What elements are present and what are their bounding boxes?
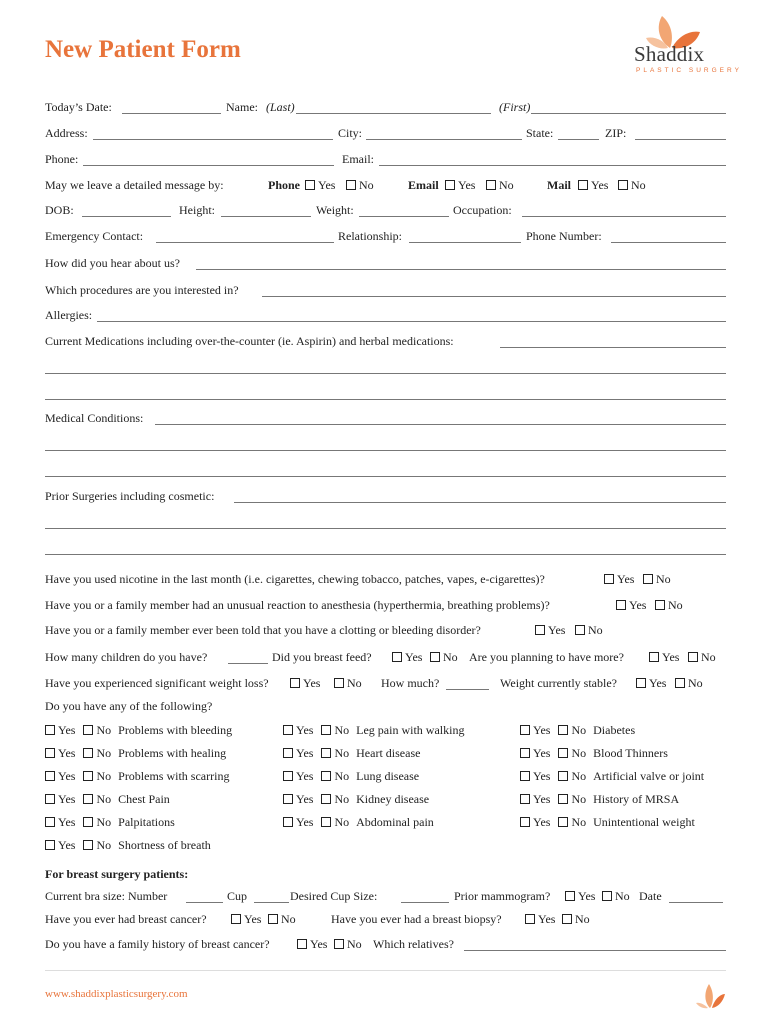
weightloss-no-checkbox[interactable]: No [334, 676, 362, 691]
emergency-phone-field[interactable] [611, 242, 726, 243]
logo-wordmark: Shaddix [634, 42, 705, 66]
condition-item [520, 723, 635, 738]
state-field[interactable] [558, 139, 599, 140]
condition-item [283, 723, 464, 738]
condition-item [283, 769, 419, 784]
condition-label: Kidney disease [356, 792, 430, 806]
condition-no-checkbox[interactable]: No [321, 723, 349, 737]
weightloss-yes-checkbox[interactable]: Yes [290, 676, 320, 691]
first-name-field[interactable] [531, 113, 726, 114]
row-dob: DOB: Height: Weight: Occupation: [45, 203, 726, 221]
email-field[interactable] [379, 165, 726, 166]
city-field[interactable] [366, 139, 522, 140]
condition-yes-checkbox[interactable]: Yes [520, 815, 550, 829]
condition-item [520, 769, 704, 784]
row-surgeries: Prior Surgeries including cosmetic: [45, 489, 726, 507]
condition-yes-checkbox[interactable]: Yes [283, 815, 313, 829]
email-no-checkbox[interactable]: No [486, 178, 514, 193]
condition-label: History of MRSA [593, 792, 680, 806]
address-field[interactable] [93, 139, 333, 140]
condition-no-checkbox[interactable]: No [83, 792, 111, 806]
condition-yes-checkbox[interactable]: Yes [283, 769, 313, 783]
condition-yes-checkbox[interactable]: Yes [520, 746, 550, 760]
phone-yes-checkbox[interactable]: Yes [305, 178, 335, 193]
condition-label: Blood Thinners [593, 746, 668, 760]
family-history-no-checkbox[interactable]: No [334, 937, 362, 952]
condition-no-checkbox[interactable]: No [321, 815, 349, 829]
last-name-field[interactable] [296, 113, 491, 114]
breast-section-header: For breast surgery patients: [45, 867, 189, 881]
condition-label: Diabetes [593, 723, 636, 737]
email-yes-checkbox[interactable]: Yes [445, 178, 475, 193]
row-allergies: Allergies: [45, 308, 726, 326]
more-children-yes-checkbox[interactable]: Yes [649, 650, 679, 665]
prior-surgeries-field[interactable] [234, 502, 726, 503]
condition-no-checkbox[interactable]: No [83, 723, 111, 737]
biopsy-no-checkbox[interactable]: No [562, 912, 590, 927]
row-nicotine: Have you used nicotine in the last month (i.e. cigarettes, chewing tobacco, patches, vapes, e-cigarettes)? Yes No [45, 572, 671, 586]
children-count-field[interactable] [228, 663, 268, 664]
condition-label: Heart disease [356, 746, 421, 760]
condition-yes-checkbox[interactable]: Yes [45, 792, 75, 806]
condition-item [520, 815, 695, 830]
condition-yes-checkbox[interactable]: Yes [45, 769, 75, 783]
breastfeed-no-checkbox[interactable]: No [430, 650, 458, 665]
height-field[interactable] [221, 216, 311, 217]
condition-yes-checkbox[interactable]: Yes [283, 723, 313, 737]
row-clotting: Have you or a family member ever been told that you have a clotting or bleeding disorder? Yes No [45, 623, 603, 637]
row-family-history: Do you have a family history of breast cancer? Yes No Which relatives? [45, 937, 726, 955]
procedures-field[interactable] [262, 296, 726, 297]
medical-conditions-field[interactable] [155, 424, 726, 425]
row-children: How many children do you have? Did you breast feed? Yes No Are you planning to have more? Yes No [45, 650, 716, 664]
surgeries-line-2[interactable] [45, 528, 726, 529]
phone-no-checkbox[interactable]: No [346, 178, 374, 193]
condition-item [283, 746, 420, 761]
condition-yes-checkbox[interactable]: Yes [283, 746, 313, 760]
mammogram-date-field[interactable] [669, 902, 723, 903]
condition-yes-checkbox[interactable]: Yes [520, 723, 550, 737]
condition-no-checkbox[interactable]: No [558, 723, 586, 737]
condition-item [45, 792, 170, 807]
condition-item [520, 746, 668, 761]
condition-no-checkbox[interactable]: No [321, 792, 349, 806]
condition-no-checkbox[interactable]: No [83, 769, 111, 783]
more-children-no-checkbox[interactable]: No [688, 650, 716, 665]
condition-no-checkbox[interactable]: No [558, 815, 586, 829]
family-history-yes-checkbox[interactable]: Yes [297, 937, 327, 952]
stable-yes-checkbox[interactable]: Yes [636, 676, 666, 691]
how-much-field[interactable] [446, 689, 489, 690]
condition-no-checkbox[interactable]: No [83, 815, 111, 829]
emergency-contact-field[interactable] [156, 242, 334, 243]
condition-label: Shortness of breath [118, 838, 211, 852]
condition-no-checkbox[interactable]: No [558, 792, 586, 806]
row-weightloss: Have you experienced significant weight loss? Yes No How much? Weight currently stable? Yes No [45, 676, 703, 690]
condition-item [283, 815, 434, 830]
breastfeed-yes-checkbox[interactable]: Yes [392, 650, 422, 665]
row-bra-size: Current bra size: Number Cup Desired Cup Size: Prior mammogram? Yes No Date [45, 889, 726, 907]
relatives-field[interactable] [464, 950, 726, 951]
row-medications: Current Medications including over-the-counter (ie. Aspirin) and herbal medications: [45, 334, 726, 352]
condition-item [520, 792, 679, 807]
phone-field[interactable] [83, 165, 334, 166]
clotting-yes-checkbox[interactable]: Yes [535, 623, 565, 638]
bra-number-field[interactable] [186, 902, 223, 903]
breast-cancer-no-checkbox[interactable]: No [268, 912, 296, 927]
condition-label: Problems with bleeding [118, 723, 233, 737]
condition-yes-checkbox[interactable]: Yes [45, 815, 75, 829]
condition-no-checkbox[interactable]: No [321, 769, 349, 783]
dob-field[interactable] [82, 216, 171, 217]
surgeries-line-3[interactable] [45, 554, 726, 555]
condition-item [283, 792, 429, 807]
condition-label: Artificial valve or joint [593, 769, 705, 783]
row-date-name: Today’s Date: Name: (Last) (First) [45, 100, 726, 118]
condition-no-checkbox[interactable]: No [558, 769, 586, 783]
desired-cup-field[interactable] [401, 902, 449, 903]
condition-label: Problems with scarring [118, 769, 230, 783]
row-message-preference: May we leave a detailed message by: Phone Yes No Email Yes No Mail Yes No [45, 178, 646, 192]
condition-yes-checkbox[interactable]: Yes [45, 746, 75, 760]
condition-yes-checkbox[interactable]: Yes [45, 838, 75, 852]
condition-label: Palpitations [118, 815, 175, 829]
medications-line-3[interactable] [45, 399, 726, 400]
condition-label: Leg pain with walking [356, 723, 465, 737]
mammogram-no-checkbox[interactable]: No [602, 889, 630, 904]
row-phone-email: Phone: Email: [45, 152, 726, 170]
row-following: Do you have any of the following? [45, 699, 213, 713]
footer-divider [45, 970, 726, 971]
mail-no-checkbox[interactable]: No [618, 178, 646, 193]
row-emergency: Emergency Contact: Relationship: Phone Number: [45, 229, 726, 247]
condition-no-checkbox[interactable]: No [83, 838, 111, 852]
row-hear: How did you hear about us? [45, 256, 726, 274]
condition-label: Problems with healing [118, 746, 227, 760]
footer-website[interactable]: www.shaddixplasticsurgery.com [45, 988, 188, 1000]
clotting-no-checkbox[interactable]: No [575, 623, 603, 638]
anesthesia-no-checkbox[interactable]: No [655, 598, 683, 613]
row-procedures: Which procedures are you interested in? [45, 283, 726, 301]
mammogram-yes-checkbox[interactable]: Yes [565, 889, 595, 904]
condition-no-checkbox[interactable]: No [558, 746, 586, 760]
row-breast-cancer: Have you ever had breast cancer? Yes No Have you ever had a breast biopsy? Yes No [45, 912, 590, 926]
conditions-line-3[interactable] [45, 476, 726, 477]
condition-label: Chest Pain [118, 792, 170, 806]
condition-no-checkbox[interactable]: No [83, 746, 111, 760]
condition-yes-checkbox[interactable]: Yes [520, 769, 550, 783]
stable-no-checkbox[interactable]: No [675, 676, 703, 691]
todays-date-field[interactable] [122, 113, 221, 114]
row-conditions: Medical Conditions: [45, 411, 726, 429]
condition-yes-checkbox[interactable]: Yes [45, 723, 75, 737]
condition-item [45, 815, 175, 830]
zip-field[interactable] [635, 139, 726, 140]
hear-about-field[interactable] [196, 269, 726, 270]
row-anesthesia: Have you or a family member had an unusual reaction to anesthesia (hyperthermia, breathing problems)? Yes No [45, 598, 683, 612]
allergies-field[interactable] [97, 321, 726, 322]
logo-tagline: PLASTIC SURGERY [636, 67, 742, 74]
form-title: New Patient Form [45, 36, 241, 63]
biopsy-yes-checkbox[interactable]: Yes [525, 912, 555, 927]
condition-item [45, 723, 232, 738]
occupation-field[interactable] [522, 216, 726, 217]
condition-no-checkbox[interactable]: No [321, 746, 349, 760]
condition-item [45, 838, 211, 853]
breast-cancer-yes-checkbox[interactable]: Yes [231, 912, 261, 927]
weight-field[interactable] [359, 216, 449, 217]
medications-field[interactable] [500, 347, 726, 348]
row-address: Address: City: State: ZIP: [45, 126, 726, 144]
nicotine-yes-checkbox[interactable]: Yes [604, 572, 634, 587]
medications-line-2[interactable] [45, 373, 726, 374]
condition-yes-checkbox[interactable]: Yes [520, 792, 550, 806]
condition-item [45, 769, 229, 784]
mail-yes-checkbox[interactable]: Yes [578, 178, 608, 193]
condition-yes-checkbox[interactable]: Yes [283, 792, 313, 806]
condition-label: Abdominal pain [356, 815, 434, 829]
condition-label: Unintentional weight [593, 815, 695, 829]
condition-label: Lung disease [356, 769, 420, 783]
anesthesia-yes-checkbox[interactable]: Yes [616, 598, 646, 613]
nicotine-no-checkbox[interactable]: No [643, 572, 671, 587]
footer-logo-icon [696, 980, 726, 1010]
conditions-line-2[interactable] [45, 450, 726, 451]
relationship-field[interactable] [409, 242, 521, 243]
bra-cup-field[interactable] [254, 902, 289, 903]
condition-item [45, 746, 226, 761]
